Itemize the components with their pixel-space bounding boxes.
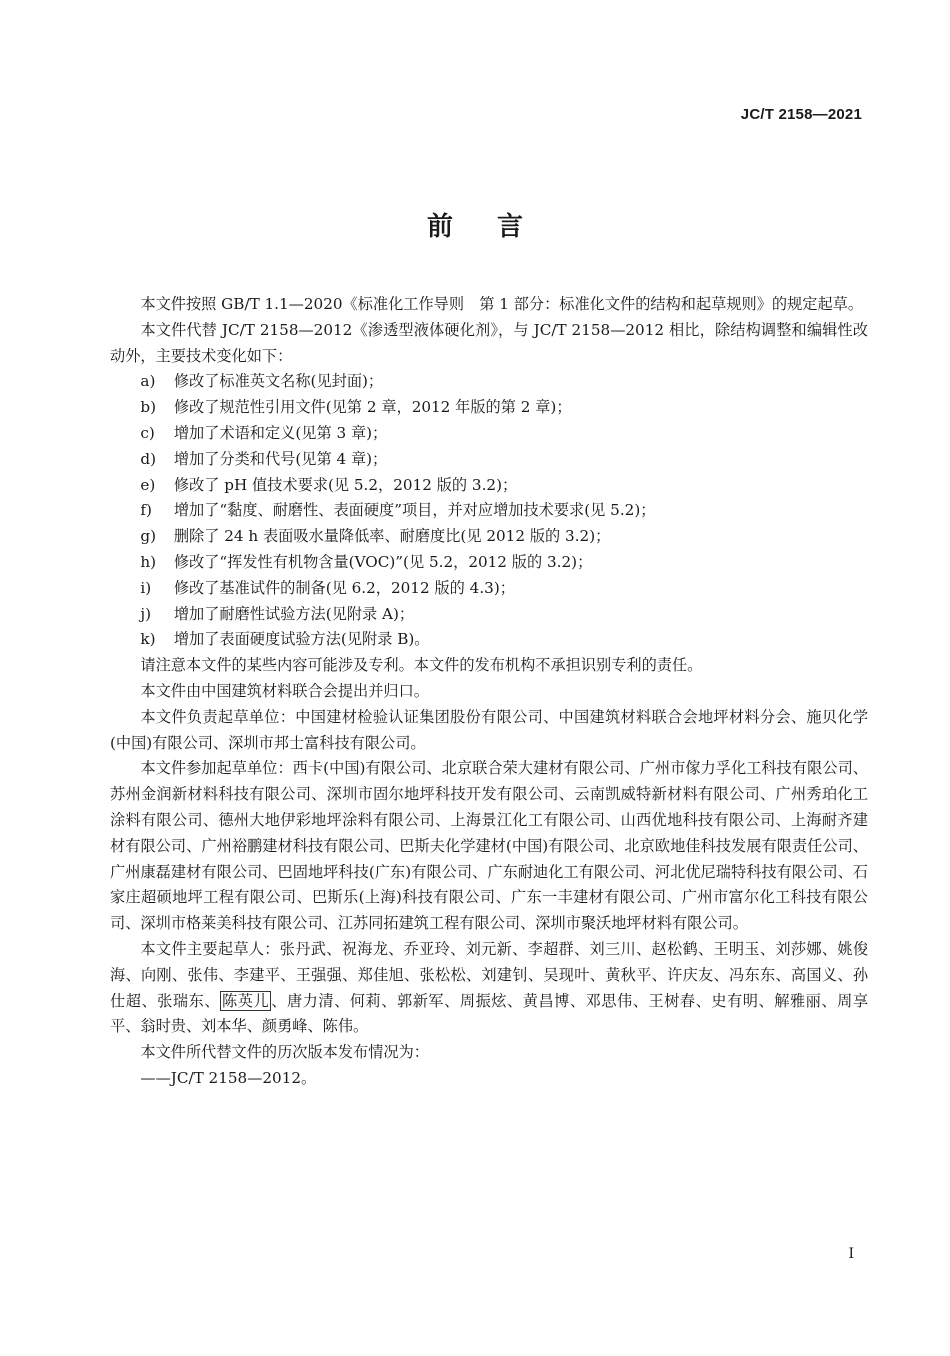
patent-notice: 请注意本文件的某些内容可能涉及专利。本文件的发布机构不承担识别专利的责任。 <box>140 656 703 675</box>
list-item-text: 增加了“黏度、耐磨性、表面硬度”项目，并对应增加技术要求(见 5.2)； <box>173 501 656 520</box>
intro-paragraph-2: 本文件代替 JC/T 2158—2012《渗透型液体硬化剂》，与 JC/T 2158—2012 相比，除结构调整和编辑性改动外，主要技术变化如下： <box>110 320 868 365</box>
list-item-text: 修改了标准英文名称(见封面)； <box>173 372 384 391</box>
list-item-label: j) <box>140 604 152 623</box>
list-item-text: 修改了规范性引用文件(见第 2 章，2012 年版的第 2 章)； <box>173 398 572 417</box>
intro-paragraph-1: 本文件按照 GB/T 1.1—2020《标准化工作导则 第 1 部分：标准化文件的结构和起草规则》的规定起草。 <box>140 295 864 313</box>
list-item <box>110 576 868 602</box>
list-item <box>110 395 868 421</box>
drafters-text-after: 、唐力清、何莉、郭新军、周振炫、黄昌博、邓思伟、王树春、史有明、解雅丽、周享平、翁时贵、刘本华、颜勇峰、陈伟。 <box>110 991 869 1036</box>
list-item <box>110 524 868 550</box>
list-item-text: 修改了 pH 值技术要求(见 5.2，2012 版的 3.2)； <box>173 475 518 494</box>
highlighted-drafter-name: 陈英儿 <box>222 991 270 1010</box>
history-item: ——JC/T 2158—2012。 <box>140 1068 317 1087</box>
list-item <box>110 447 868 473</box>
list-item-text: 删除了 24 h 表面吸水量降低率、耐磨度比(见 2012 版的 3.2)； <box>173 527 611 546</box>
changes-list <box>110 369 868 653</box>
list-item <box>110 498 868 524</box>
list-item <box>110 421 868 447</box>
list-item <box>110 369 868 395</box>
list-item-label: c) <box>140 423 155 442</box>
list-item <box>110 550 868 576</box>
list-item <box>110 627 868 653</box>
list-item-label: d) <box>140 449 157 468</box>
main-drafters <box>110 937 868 1040</box>
list-item <box>110 602 868 628</box>
list-item-label: h) <box>140 552 157 571</box>
list-item-label: b) <box>140 398 157 417</box>
list-item-text: 增加了耐磨性试验方法(见附录 A)； <box>173 604 415 623</box>
list-item-label: a) <box>140 372 156 391</box>
list-item-text: 增加了术语和定义(见第 3 章)； <box>173 423 388 442</box>
list-item-label: f) <box>140 501 152 520</box>
page-number: I <box>848 1246 854 1262</box>
history-intro: 本文件所代替文件的历次版本发布情况为： <box>140 1043 429 1062</box>
foreword-body <box>110 292 868 1092</box>
list-item-label: g) <box>140 527 157 546</box>
list-item-label: k) <box>140 630 156 649</box>
list-item-label: e) <box>140 475 156 494</box>
page-title: 前言 <box>426 212 567 242</box>
standard-code: JC/T 2158—2021 <box>740 106 862 123</box>
participating-drafting-units: 本文件参加起草单位：西卡(中国)有限公司、北京联合荣大建材有限公司、广州市傢力孚化工科技有限公司、苏州金润新材料科技有限公司、深圳市固尔地坪科技开发有限公司、云南凯威特新材料有限公司、广州秀珀化工涂料有限公司、德州大地伊彩地坪涂料有限公司、上海景江化工有限公司、山西优地科技有限公司、上海耐齐建材有限公司、广州裕鹏建材科技有限公司、巴斯夫化学建材(中国)有限公司、北京欧地佳科技发展有限责任公司、广州康磊建材有限公司、巴固地坪科技(广东)有限公司、广东耐迪化工有限公司、河北优尼瑞特科技有限公司、石家庄超硕地坪工程有限公司、巴斯乐(上海)科技有限公司、广东一丰建材有限公司、广州市富尔化工科技有限公司、深圳市格莱美科技有限公司、江苏同拓建筑工程有限公司、深圳市聚沃地坪材料有限公司。 <box>110 759 868 933</box>
list-item <box>110 473 868 499</box>
list-item-text: 增加了表面硬度试验方法(见附录 B)。 <box>173 630 430 649</box>
list-item-text: 修改了基准试件的制备(见 6.2，2012 版的 4.3)； <box>173 578 515 597</box>
lead-drafting-units: 本文件负责起草单位：中国建材检验认证集团股份有限公司、中国建筑材料联合会地坪材料分会、施贝化学(中国)有限公司、深圳市邦士富科技有限公司。 <box>110 707 868 752</box>
drafters-text-before: 本文件主要起草人：张丹武、祝海龙、乔亚玲、刘元新、李超群、刘三川、赵松鹤、王明玉、刘莎娜、姚俊海、向刚、张伟、李建平、王强强、郑佳旭、张松松、刘建钊、吴现叶、黄秋平、许庆友、冯东东、高国义、孙仕超、张瑞东、 <box>110 939 868 1010</box>
list-item-label: i) <box>140 578 152 597</box>
proposer-statement: 本文件由中国建筑材料联合会提出并归口。 <box>140 681 429 700</box>
list-item-text: 增加了分类和代号(见第 4 章)； <box>173 449 388 468</box>
list-item-text: 修改了“挥发性有机物含量(VOC)”(见 5.2，2012 版的 3.2)； <box>173 552 593 571</box>
